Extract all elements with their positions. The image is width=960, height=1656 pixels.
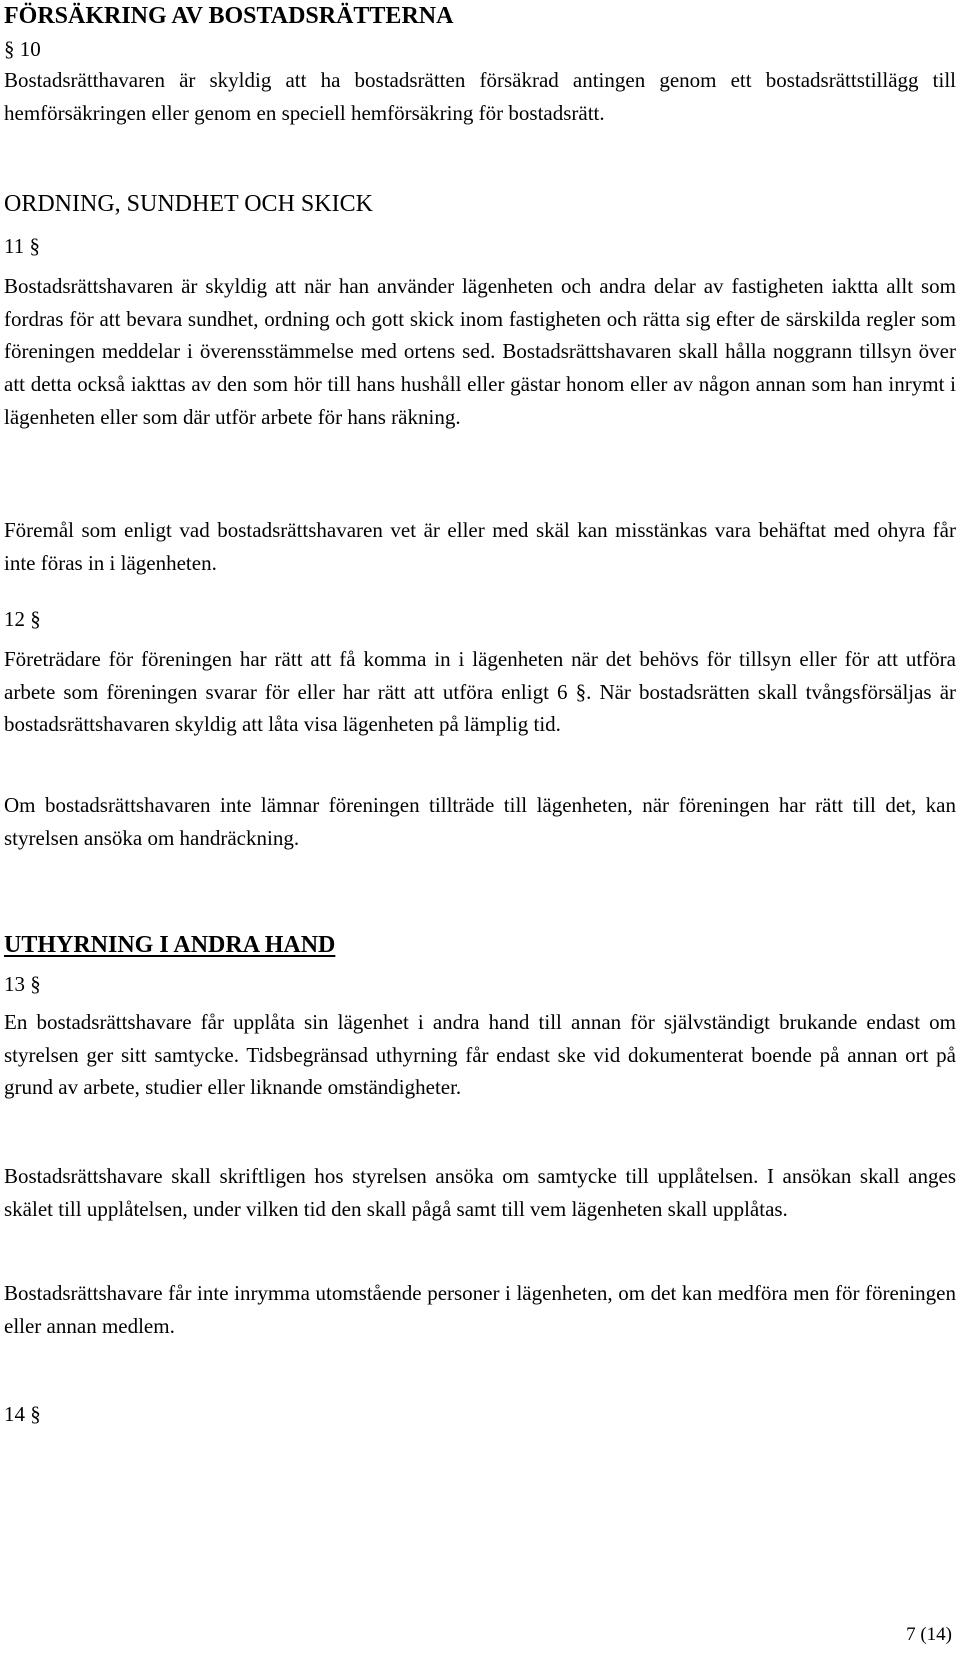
section-number-11: [4, 230, 956, 263]
section-number-10: [4, 33, 956, 66]
paragraph-sign: §: [30, 972, 41, 996]
paragraph-tilltrade-1: [4, 643, 956, 741]
paragraph-uthyrning-3: Bostadsrättshavare får inte inrymma utomstående personer i lägenheten, om det kan medföra men för föreningen eller annan medlem.: [4, 1281, 956, 1338]
paragraph-sign: §: [4, 37, 15, 61]
section-number: 13: [4, 972, 25, 996]
paragraph-tilltrade-2: Om bostadsrättshavaren inte lämnar föreningen tillträde till lägenheten, när föreningen har rätt till det, kan styrelsen ansöka om handräckning.: [4, 793, 956, 850]
section-number: 12: [4, 607, 25, 631]
section-number-14: [4, 1398, 956, 1431]
section-number: 11: [4, 234, 25, 258]
page-number: 7 (14): [906, 1624, 952, 1645]
section-number: 14: [4, 1402, 25, 1426]
heading-ordning: ORDNING, SUNDHET OCH SKICK: [4, 191, 373, 217]
paragraph-sign: §: [575, 679, 587, 704]
paragraph-text: . När bostadsrätten skall tvångsförsäljas är bostadsrättshavaren skyldig att låta visa lägenheten på lämplig tid.: [4, 679, 957, 737]
section-number-12: [4, 603, 956, 636]
paragraph-sign: §: [30, 607, 41, 631]
paragraph-uthyrning-1: En bostadsrättshavare får upplåta sin lägenhet i andra hand till annan för självständigt brukande endast om styrelsen ger sitt samtycke. Tidsbegränsad uthyrning får endast ske vid dokumenterat boende på annan ort på grund av arbete, studier eller liknande omständigheter.: [4, 1010, 956, 1100]
heading-forsakring: FÖRSÄKRING AV BOSTADSRÄTTERNA: [4, 3, 454, 29]
heading-uthyrning: UTHYRNING I ANDRA HAND: [4, 932, 336, 958]
section-number: 10: [19, 37, 41, 61]
paragraph-forsakring: Bostadsrätthavaren är skyldig att ha bostadsrätten försäkrad antingen genom ett bostadsrättstillägg till hemförsäkringen eller genom en speciell hemförsäkring för bostadsrätt.: [4, 68, 956, 125]
section-number-13: [4, 968, 956, 1001]
paragraph-text: Företrädare för föreningen har rätt att få komma in i lägenheten när det behövs för tillsyn eller för att utföra arbete som föreningen svarar för eller har rätt att utföra enligt 6: [4, 647, 956, 704]
paragraph-ordning-2: Föremål som enligt vad bostadsrättshavaren vet är eller med skäl kan misstänkas vara behäftat med ohyra får inte föras in i lägenheten.: [4, 518, 956, 575]
paragraph-ordning-1: Bostadsrättshavaren är skyldig att när han använder lägenheten och andra delar av fastigheten iaktta allt som fordras för att bevara sundhet, ordning och gott skick inom fastigheten och rätta sig efter de särskilda regler som föreningen meddelar i överensstämmelse med ortens sed. Bostadsrättshavaren skall hålla noggrann tillsyn över att detta också iakttas av den som hör till hans hushåll eller gästar honom eller av någon annan som han inrymt i lägenheten eller som där utför arbete för hans räkning.: [4, 274, 956, 429]
paragraph-sign: §: [30, 1402, 41, 1426]
paragraph-uthyrning-2: Bostadsrättshavare skall skriftligen hos styrelsen ansöka om samtycke till upplåtelsen. I ansökan skall anges skälet till upplåtelsen, under vilken tid den skall pågå samt till vem lägenheten skall upplåtas.: [4, 1164, 956, 1221]
paragraph-sign: §: [29, 234, 40, 258]
